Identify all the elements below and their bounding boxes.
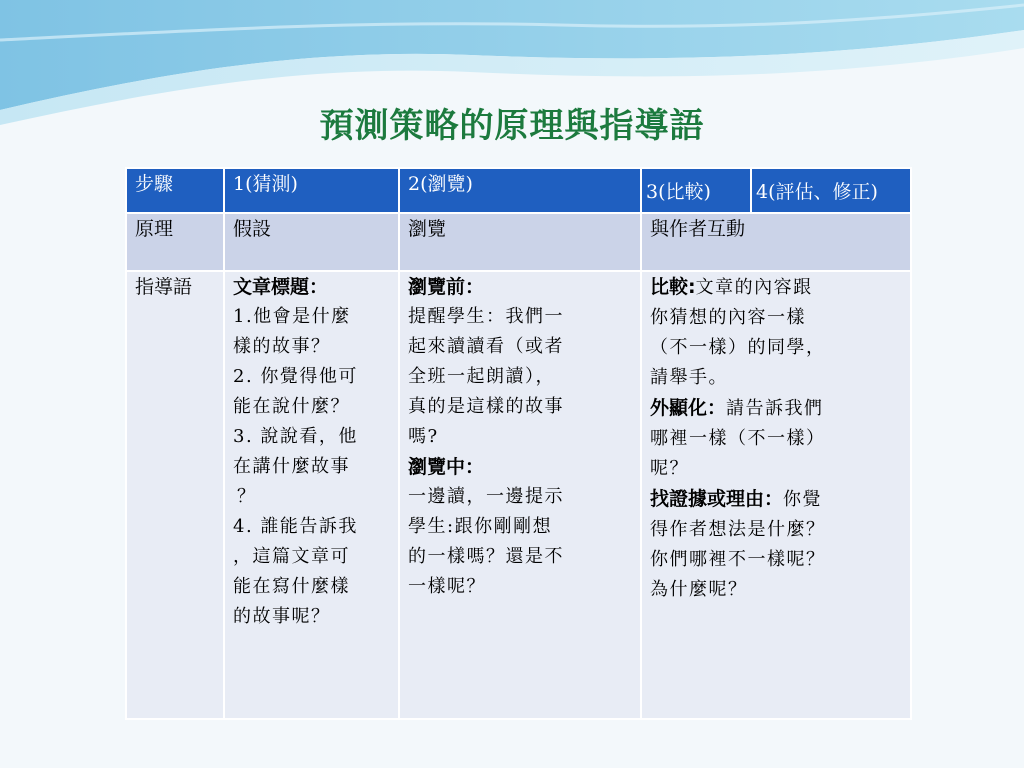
browse-line: 一邊讀，一邊提示 xyxy=(408,486,564,507)
evidence-first-line xyxy=(650,484,902,515)
browse-line: 提醒學生：我們一 xyxy=(408,306,564,327)
guess-line: 3. 說說看，他 xyxy=(233,426,358,447)
browse-line: 真的是這樣的故事 xyxy=(408,396,564,417)
guidance-label: 指導語 xyxy=(126,271,224,719)
header-compare-evaluate xyxy=(641,168,911,213)
browse-line: 學生:跟你剛剛想 xyxy=(408,516,553,537)
compare-line: （不一樣）的同學， xyxy=(650,337,826,358)
header-browse: 2(瀏覽) xyxy=(399,168,641,213)
principle-label: 原理 xyxy=(126,213,224,271)
guess-line: 在講什麼故事 xyxy=(233,456,350,477)
guess-line: ？ xyxy=(237,486,257,507)
browse-line: 全班一起朗讀）， xyxy=(408,366,555,387)
browse-line: 嗎? xyxy=(408,426,439,447)
compare-first-line xyxy=(650,272,902,303)
browse-line: 一樣呢？ xyxy=(408,576,486,597)
guidance-browse xyxy=(399,271,641,719)
guess-line: 能在寫什麼樣 xyxy=(233,576,350,597)
principle-compare: 與作者互動 xyxy=(641,213,911,271)
guidance-compare xyxy=(641,271,911,719)
evidence-line: 為什麼呢？ xyxy=(650,579,748,600)
externalize-first-line xyxy=(650,393,902,424)
principle-browse: 瀏覽 xyxy=(399,213,641,271)
externalize-text: 請告訴我們 xyxy=(726,398,824,419)
guess-line: 1.他會是什麼 xyxy=(233,306,351,327)
guess-line: ，這篇文章可 xyxy=(233,546,350,567)
browse-line: 起來讀讀看（或者 xyxy=(408,336,564,357)
compare-line: 請舉手。 xyxy=(650,367,728,388)
browse-during-heading: 瀏覽中： xyxy=(408,456,485,478)
guidance-guess xyxy=(224,271,399,719)
compare-heading: 比較: xyxy=(650,276,696,298)
principle-guess: 假設 xyxy=(224,213,399,271)
guess-heading: 文章標題： xyxy=(233,276,329,298)
evidence-text: 你覺 xyxy=(783,489,823,510)
guess-line: 4. 誰能告訴我 xyxy=(233,516,358,537)
externalize-heading: 外顯化： xyxy=(650,397,727,419)
page-title: 預測策略的原理與指導語 xyxy=(319,106,705,146)
browse-before-heading: 瀏覽前： xyxy=(408,276,485,298)
externalize-line: 呢？ xyxy=(650,458,689,479)
browse-line: 的一樣嗎？還是不 xyxy=(408,546,564,567)
header-step: 步驟 xyxy=(126,168,224,213)
compare-line: 你猜想的內容一樣 xyxy=(650,307,806,328)
guess-line: 的故事呢？ xyxy=(233,606,331,627)
guess-line: 2. 你覺得他可 xyxy=(233,366,358,387)
evidence-line: 得作者想法是什麼？ xyxy=(650,519,826,540)
principle-row xyxy=(126,213,911,271)
header-row xyxy=(126,168,911,213)
header-guess: 1(猜測) xyxy=(224,168,399,213)
evidence-heading: 找證據或理由： xyxy=(650,488,784,510)
guidance-row xyxy=(126,271,911,719)
header-compare: 3(比較) xyxy=(642,169,752,212)
externalize-line: 哪裡一樣（不一樣） xyxy=(650,428,826,449)
compare-text: 文章的內容跟 xyxy=(695,277,813,298)
evidence-line: 你們哪裡不一樣呢？ xyxy=(650,549,826,570)
strategy-table xyxy=(125,167,912,720)
guess-line: 能在說什麼？ xyxy=(233,396,350,417)
guess-line: 樣的故事？ xyxy=(233,336,331,357)
header-evaluate: 4(評估、修正) xyxy=(756,181,878,203)
